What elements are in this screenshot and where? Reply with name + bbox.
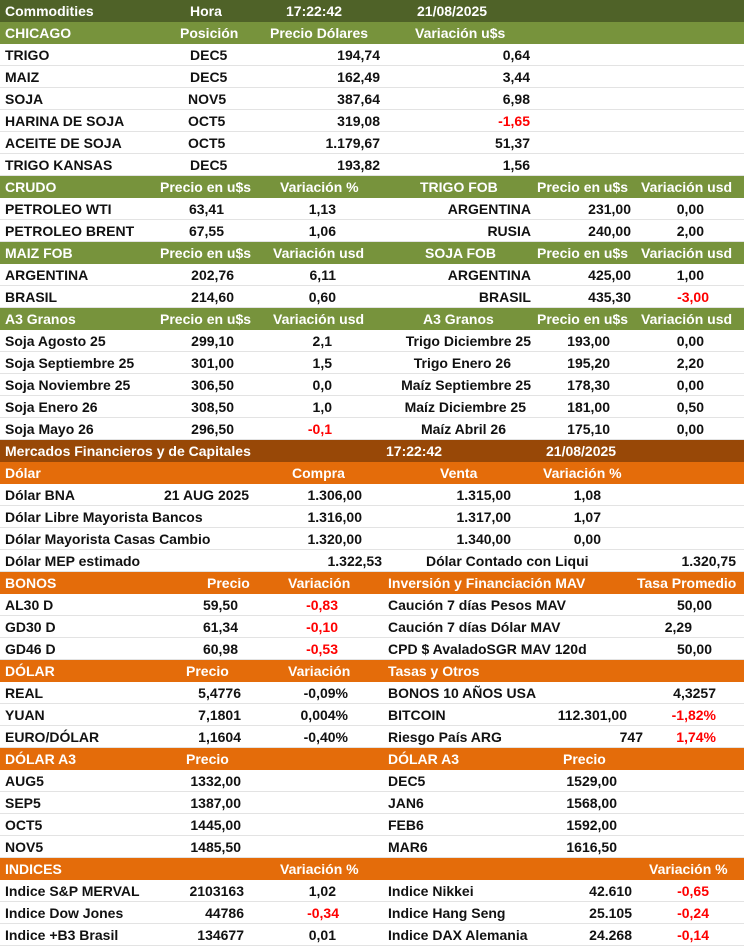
table-row: [0, 484, 744, 506]
contract-name: DEC5: [388, 773, 426, 789]
price: 202,76: [191, 267, 234, 283]
section-title: SOJA FOB: [425, 245, 497, 261]
contract-name: Soja Mayo 26: [5, 421, 94, 437]
contract-name: MAR6: [388, 839, 428, 855]
table-row: [0, 506, 744, 528]
position: OCT5: [188, 135, 226, 151]
contract-name: SEP5: [5, 795, 41, 811]
col-precio: Precio en u$s: [537, 179, 629, 195]
col-variacion: Variación: [288, 663, 351, 679]
rate-name: Dólar MEP estimado: [5, 553, 141, 569]
bond-name: GD46 D: [5, 641, 56, 657]
col-precio: Precio Dólares: [270, 25, 369, 41]
section-title: CRUDO: [5, 179, 57, 195]
index-value: 2103163: [189, 883, 244, 899]
rate-value: 50,00: [676, 597, 712, 613]
top-header: [0, 0, 744, 22]
commodity-name: TRIGO KANSAS: [5, 157, 113, 173]
table-row: [0, 616, 744, 638]
contract-name: Soja Noviembre 25: [5, 377, 131, 393]
rate-name: Dólar BNA: [5, 487, 76, 503]
price: 162,49: [337, 69, 380, 85]
price: 214,60: [191, 289, 234, 305]
price: 306,50: [191, 377, 234, 393]
variation: -0,24: [677, 905, 709, 921]
table-row: [0, 924, 744, 946]
section-title: A3 Granos: [5, 311, 76, 327]
variation: 0,00: [676, 201, 704, 217]
currency-name: YUAN: [5, 707, 45, 723]
variation: -1,82%: [671, 707, 716, 723]
contract-name: Maíz Abril 26: [420, 421, 506, 437]
rate-value: 747: [619, 729, 643, 745]
variation: -0,65: [677, 883, 709, 899]
col-precio: Precio en u$s: [160, 245, 252, 261]
index-value: 25.105: [589, 905, 632, 921]
price: 308,50: [191, 399, 234, 415]
indices-header: [0, 858, 744, 880]
table-row: [0, 264, 744, 286]
rate-value: 50,00: [676, 641, 712, 657]
chicago-header: [0, 22, 744, 44]
price: 1592,00: [566, 817, 617, 833]
variation: 3,44: [502, 69, 530, 85]
col-precio: Precio: [207, 575, 250, 591]
commodity-name: TRIGO: [5, 47, 50, 63]
origin-name: RUSIA: [487, 223, 531, 239]
price: 296,50: [191, 421, 234, 437]
price: 1485,50: [190, 839, 241, 855]
col-posicion: Posición: [180, 25, 239, 41]
col-variacion: Variación %: [543, 465, 622, 481]
chicago-rows: [0, 44, 744, 176]
bond-name: AL30 D: [5, 597, 54, 613]
rate-name: Dólar Contado con Liqui: [426, 553, 589, 569]
variation: 0,00: [676, 377, 704, 393]
price: 181,00: [567, 399, 610, 415]
variation: 2,20: [676, 355, 704, 371]
mercados-time: 17:22:42: [386, 443, 443, 459]
col-precio: Precio en u$s: [160, 179, 252, 195]
section-title: Mercados Financieros y de Capitales: [5, 443, 251, 459]
top-date: 21/08/2025: [417, 3, 488, 19]
variation: 1,00: [676, 267, 704, 283]
price: 1445,00: [190, 817, 241, 833]
col-variacion: Variación u$s: [415, 25, 506, 41]
table-row: [0, 154, 744, 176]
price: 319,08: [337, 113, 380, 129]
price: 175,10: [567, 421, 610, 437]
contract-name: Trigo Diciembre 25: [405, 333, 531, 349]
col-venta: Venta: [440, 465, 478, 481]
col-variacion: Variación %: [280, 179, 359, 195]
index-name: Indice Nikkei: [388, 883, 474, 899]
variation: 1,02: [308, 883, 336, 899]
price: 425,00: [588, 267, 631, 283]
col-tasa: Tasa Promedio: [637, 575, 737, 591]
price: 63,41: [188, 201, 224, 217]
origin-name: BRASIL: [5, 289, 58, 305]
contract-name: AUG5: [5, 773, 44, 789]
contract-name: Soja Septiembre 25: [5, 355, 135, 371]
price: 7,1801: [198, 707, 241, 723]
variation: 2,00: [676, 223, 704, 239]
contract-name: Maíz Septiembre 25: [401, 377, 531, 393]
section-title: Dólar: [5, 465, 41, 481]
col-variacion: Variación %: [649, 861, 728, 877]
price: 178,30: [567, 377, 610, 393]
table-row: [0, 638, 744, 660]
index-value: 42.610: [589, 883, 632, 899]
variation: 1,0: [312, 399, 332, 415]
price: 194,74: [337, 47, 380, 63]
price: 67,55: [188, 223, 224, 239]
price: 387,64: [337, 91, 380, 107]
mercados-date: 21/08/2025: [546, 443, 617, 459]
rate-date: 21 AUG 2025: [164, 487, 250, 503]
price: 60,98: [202, 641, 238, 657]
position: DEC5: [190, 157, 228, 173]
price: 1332,00: [190, 773, 241, 789]
col-variacion: Variación usd: [273, 311, 365, 327]
origin-name: ARGENTINA: [447, 267, 531, 283]
index-name: Indice Dow Jones: [5, 905, 124, 921]
maiz-soja-fob-header: [0, 242, 744, 264]
position: OCT5: [188, 113, 226, 129]
price: 195,20: [567, 355, 610, 371]
rate-value: 112.301,00: [557, 707, 627, 723]
section-title: Inversión y Financiación MAV: [388, 575, 586, 591]
col-variacion: Variación usd: [641, 245, 733, 261]
col-precio: Precio en u$s: [160, 311, 252, 327]
section-title: BONOS: [5, 575, 57, 591]
venta: 1.340,00: [456, 531, 511, 547]
table-row: [0, 704, 744, 726]
currency-name: REAL: [5, 685, 44, 701]
table-row: [0, 132, 744, 154]
rate-name: Dólar Mayorista Casas Cambio: [5, 531, 211, 547]
price: 5,4776: [198, 685, 241, 701]
price: 299,10: [191, 333, 234, 349]
section-title: A3 Granos: [423, 311, 494, 327]
dolar-a3-header: [0, 748, 744, 770]
contract-name: Soja Agosto 25: [5, 333, 106, 349]
rate-name: Dólar Libre Mayorista Bancos: [5, 509, 203, 525]
table-row: [0, 110, 744, 132]
price: 1387,00: [190, 795, 241, 811]
variation: 0,60: [308, 289, 336, 305]
variation: 0,50: [676, 399, 704, 415]
a3-granos-header: [0, 308, 744, 330]
bonos-mav-header: [0, 572, 744, 594]
bond-name: GD30 D: [5, 619, 56, 635]
mercados-header: [0, 440, 744, 462]
rate-name: Caución 7 días Pesos MAV: [388, 597, 566, 613]
price: 193,00: [567, 333, 610, 349]
col-precio: Precio: [563, 751, 606, 767]
currency-name: EURO/DÓLAR: [5, 729, 100, 745]
col-variacion: Variación usd: [641, 179, 733, 195]
table-row: [0, 220, 744, 242]
col-variacion: Variación usd: [641, 311, 733, 327]
price: 1568,00: [566, 795, 617, 811]
variation: 1,06: [308, 223, 336, 239]
table-row: [0, 550, 744, 572]
table-row: [0, 880, 744, 902]
section-title: CHICAGO: [5, 25, 72, 41]
col-variacion: Variación: [288, 575, 351, 591]
variation: 1,13: [308, 201, 336, 217]
contract-name: JAN6: [388, 795, 424, 811]
origin-name: ARGENTINA: [5, 267, 89, 283]
price: 1616,50: [566, 839, 617, 855]
variation: 0,64: [502, 47, 530, 63]
index-name: Indice S&P MERVAL: [5, 883, 140, 899]
section-title: DÓLAR A3: [388, 751, 460, 767]
variation: 0,00: [676, 333, 704, 349]
variation: -0,83: [306, 597, 338, 613]
rate-name: BITCOIN: [388, 707, 446, 723]
col-variacion: Variación usd: [273, 245, 365, 261]
contract-name: Maíz Diciembre 25: [404, 399, 526, 415]
price: 1529,00: [566, 773, 617, 789]
variation: -1,65: [498, 113, 530, 129]
position: NOV5: [188, 91, 227, 107]
contract-name: Soja Enero 26: [5, 399, 98, 415]
table-row: [0, 352, 744, 374]
variation: 1,56: [502, 157, 530, 173]
variation: 51,37: [494, 135, 530, 151]
commodity-name: SOJA: [5, 91, 44, 107]
table-row: [0, 374, 744, 396]
table-row: [0, 418, 744, 440]
index-value: 44786: [205, 905, 244, 921]
variation: -0,34: [307, 905, 339, 921]
variation: 4,3257: [673, 685, 716, 701]
crude-name: PETROLEO BRENT: [5, 223, 135, 239]
crude-name: PETROLEO WTI: [5, 201, 112, 217]
price: 301,00: [191, 355, 234, 371]
variation: -0,40%: [303, 729, 348, 745]
variation: 6,98: [502, 91, 530, 107]
col-precio: Precio: [186, 663, 229, 679]
value: 1.320,75: [681, 553, 736, 569]
rate-value: 2,29: [664, 619, 692, 635]
price: 1.179,67: [325, 135, 380, 151]
sheet-title: Commodities: [5, 3, 94, 19]
col-precio: Precio en u$s: [537, 311, 629, 327]
rate-name: CPD $ AvaladoSGR MAV 120d: [388, 641, 587, 657]
commodity-name: ACEITE DE SOJA: [5, 135, 122, 151]
variation: 0,00: [573, 531, 601, 547]
table-row: [0, 682, 744, 704]
venta: 1.315,00: [456, 487, 511, 503]
table-row: [0, 594, 744, 616]
table-row: [0, 66, 744, 88]
col-precio: Precio: [186, 751, 229, 767]
price: 1,1604: [198, 729, 241, 745]
variation: -0,14: [677, 927, 709, 943]
index-name: Indice DAX Alemania: [388, 927, 528, 943]
compra: 1.316,00: [307, 509, 362, 525]
section-title: Tasas y Otros: [388, 663, 480, 679]
contract-name: Trigo Enero 26: [413, 355, 511, 371]
dolar-header: [0, 462, 744, 484]
origin-name: BRASIL: [478, 289, 531, 305]
commodity-name: MAIZ: [5, 69, 40, 85]
variation: 1,08: [573, 487, 601, 503]
price: 240,00: [588, 223, 631, 239]
variation: 6,11: [309, 267, 336, 283]
top-time: 17:22:42: [286, 3, 343, 19]
venta: 1.317,00: [456, 509, 511, 525]
table-row: [0, 44, 744, 66]
section-title: DÓLAR: [5, 663, 55, 679]
col-variacion: Variación %: [280, 861, 359, 877]
index-value: 134677: [197, 927, 244, 943]
price: 61,34: [202, 619, 238, 635]
variation: 0,0: [312, 377, 332, 393]
section-title: DÓLAR A3: [5, 751, 77, 767]
variation: 0,00: [676, 421, 704, 437]
index-value: 24.268: [589, 927, 632, 943]
contract-name: NOV5: [5, 839, 44, 855]
col-precio: Precio en u$s: [537, 245, 629, 261]
index-name: Indice +B3 Brasil: [5, 927, 119, 943]
contract-name: FEB6: [388, 817, 424, 833]
variation: -3,00: [677, 289, 709, 305]
variation: 1,5: [312, 355, 332, 371]
variation: 2,1: [312, 333, 332, 349]
section-title: TRIGO FOB: [420, 179, 498, 195]
dolar-fx-header: [0, 660, 744, 682]
rate-name: Riesgo País ARG: [388, 729, 502, 745]
rate-name: Caución 7 días Dólar MAV: [388, 619, 561, 635]
price: 435,30: [588, 289, 631, 305]
table-row: [0, 528, 744, 550]
variation: 1,07: [573, 509, 601, 525]
table-row: [0, 198, 744, 220]
section-title: INDICES: [5, 861, 62, 877]
commodity-name: HARINA DE SOJA: [5, 113, 125, 129]
crudo-trigo-header: [0, 176, 744, 198]
rate-name: BONOS 10 AÑOS USA: [388, 685, 537, 701]
value: 1.322,53: [327, 553, 382, 569]
table-row: [0, 396, 744, 418]
compra: 1.320,00: [307, 531, 362, 547]
variation: -0,10: [306, 619, 338, 635]
table-row: [0, 792, 744, 814]
contract-name: OCT5: [5, 817, 43, 833]
variation: 1,74%: [676, 729, 716, 745]
hora-label: Hora: [190, 3, 222, 19]
compra: 1.306,00: [307, 487, 362, 503]
price: 231,00: [588, 201, 631, 217]
price: 59,50: [202, 597, 238, 613]
table-row: [0, 286, 744, 308]
origin-name: ARGENTINA: [447, 201, 531, 217]
table-row: [0, 88, 744, 110]
variation: 0,01: [308, 927, 336, 943]
col-compra: Compra: [292, 465, 345, 481]
variation: -0,1: [307, 421, 332, 437]
index-name: Indice Hang Seng: [388, 905, 506, 921]
price: 193,82: [337, 157, 380, 173]
variation: -0,53: [306, 641, 338, 657]
section-title: MAIZ FOB: [5, 245, 73, 261]
position: DEC5: [190, 47, 228, 63]
variation: 0,004%: [300, 707, 348, 723]
table-row: [0, 770, 744, 792]
table-row: [0, 814, 744, 836]
variation: -0,09%: [303, 685, 348, 701]
table-row: [0, 836, 744, 858]
table-row: [0, 902, 744, 924]
position: DEC5: [190, 69, 228, 85]
table-row: [0, 330, 744, 352]
table-row: [0, 726, 744, 748]
